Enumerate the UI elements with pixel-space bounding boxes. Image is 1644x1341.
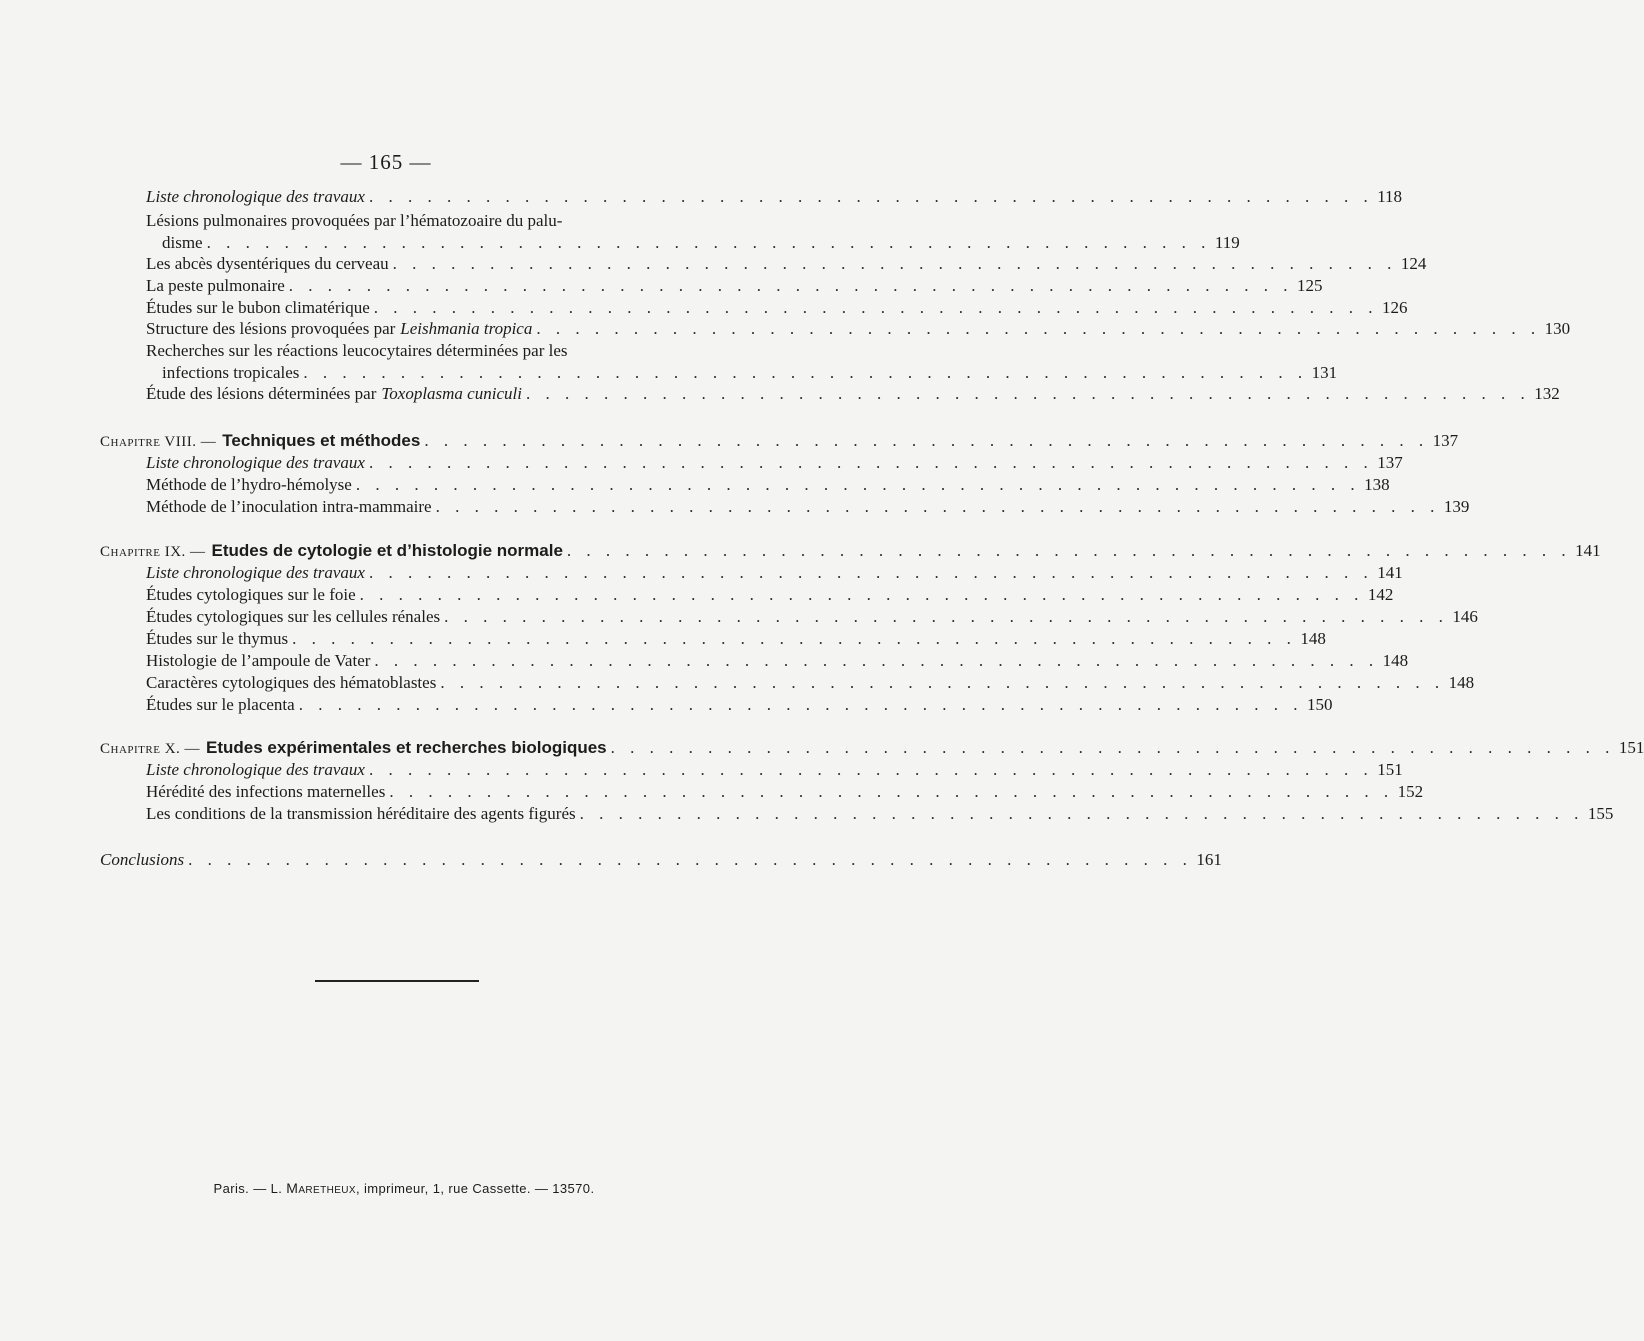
dot-leader: . . . . . . . . . . . . . . . . . . . . . . . . . . . . . . . . . . . . . . . . . . . . . . . . . . . . <box>579 804 1584 823</box>
chapter-title: Etudes expérimentales et recherches biologiques <box>206 738 607 757</box>
chapter-label: Chapitre IX. — <box>100 544 206 560</box>
chapter-label: Chapitre X. — <box>100 741 201 757</box>
page-ref: 155 <box>1587 804 1614 823</box>
page-ref: 142 <box>1367 585 1394 604</box>
page-ref: 126 <box>1382 298 1408 317</box>
toc-line <box>146 759 1403 781</box>
page-ref: 152 <box>1397 782 1424 801</box>
entry-text: Caractères cytologiques des hématoblastes <box>146 673 437 692</box>
page-ref: 151 <box>1377 760 1403 779</box>
page-ref: 148 <box>1448 673 1475 692</box>
chapter-label: Chapitre VIII. — <box>100 434 217 450</box>
toc-line <box>146 318 1571 340</box>
page-ref: 124 <box>1400 254 1427 273</box>
page-ref: 141 <box>1575 541 1601 560</box>
dot-leader: . . . . . . . . . . . . . . . . . . . . . . . . . . . . . . . . . . . . . . . . . . . . . . . . . . . . <box>373 298 1379 317</box>
page-ref: 125 <box>1297 276 1323 295</box>
dot-leader: . . . . . . . . . . . . . . . . . . . . . . . . . . . . . . . . . . . . . . . . . . . . . . . . . . . . <box>359 585 1364 604</box>
entry-text: Études sur le thymus <box>146 629 289 648</box>
page-ref: 119 <box>1214 233 1240 252</box>
toc-line <box>146 275 1323 297</box>
page-ref: 148 <box>1300 629 1326 648</box>
imprint-printer: Maretheux <box>286 1180 356 1196</box>
page-ref: 161 <box>1196 850 1222 869</box>
toc-line <box>146 186 1403 208</box>
dot-leader: . . . . . . . . . . . . . . . . . . . . . . . . . . . . . . . . . . . . . . . . . . . . . . . . . . . . <box>392 254 1397 273</box>
dot-leader: . . . . . . . . . . . . . . . . . . . . . . . . . . . . . . . . . . . . . . . . . . . . . . . . . . . . <box>389 782 1394 801</box>
dot-leader: . . . . . . . . . . . . . . . . . . . . . . . . . . . . . . . . . . . . . . . . . . . . . . . . . . . . <box>288 276 1294 295</box>
toc-line <box>146 803 1614 825</box>
page-number: — 165 — <box>340 150 432 174</box>
dot-leader: . . . . . . . . . . . . . . . . . . . . . . . . . . . . . . . . . . . . . . . . . . . . . . . . . . . . <box>206 233 1211 252</box>
entry-text: Histologie de l’ampoule de Vater <box>146 651 371 670</box>
dot-leader: . . . . . . . . . . . . . . . . . . . . . . . . . . . . . . . . . . . . . . . . . . . . . . . . . . . . <box>424 431 1429 450</box>
page-ref: 137 <box>1377 453 1403 472</box>
dot-leader: . . . . . . . . . . . . . . . . . . . . . . . . . . . . . . . . . . . . . . . . . . . . . . . . . . . . <box>188 850 1193 869</box>
toc-line <box>146 562 1403 584</box>
dot-leader: . . . . . . . . . . . . . . . . . . . . . . . . . . . . . . . . . . . . . . . . . . . . . . . . . . . . <box>525 384 1531 403</box>
toc-line <box>162 362 1338 384</box>
entry-text: Études cytologiques sur le foie <box>146 585 356 604</box>
toc-line <box>146 297 1408 319</box>
dot-leader: . . . . . . . . . . . . . . . . . . . . . . . . . . . . . . . . . . . . . . . . . . . . . . . . . . . . <box>298 695 1303 714</box>
dot-leader: . . . . . . . . . . . . . . . . . . . . . . . . . . . . . . . . . . . . . . . . . . . . . . . . . . . . <box>440 673 1445 692</box>
dot-leader: . . . . . . . . . . . . . . . . . . . . . . . . . . . . . . . . . . . . . . . . . . . . . . . . . . . . <box>610 738 1615 757</box>
dot-leader: . . . . . . . . . . . . . . . . . . . . . . . . . . . . . . . . . . . . . . . . . . . . . . . . . . . . <box>292 629 1297 648</box>
imprint-prefix: Paris. — L. <box>213 1181 283 1196</box>
entry-text: Méthode de l’inoculation intra-mammaire <box>146 497 432 516</box>
entry-text: Études cytologiques sur les cellules rénales <box>146 607 441 626</box>
closing-rule <box>315 980 479 982</box>
toc-line <box>146 340 645 362</box>
toc-line <box>146 584 1394 606</box>
entry-text: Études sur le bubon climatérique <box>146 298 370 317</box>
page-ref: 132 <box>1534 384 1560 403</box>
entry-text: infections tropicales <box>162 363 300 382</box>
entry-text: disme <box>162 233 203 252</box>
entry-text: Liste chronologique des travaux <box>146 187 365 206</box>
entry-text: Liste chronologique des travaux <box>146 563 365 582</box>
chapter-title: Techniques et méthodes <box>222 431 421 450</box>
page-ref: 130 <box>1544 319 1571 338</box>
toc-line <box>146 781 1424 803</box>
entry-text: Recherches sur les réactions leucocytaires déterminées par les <box>146 341 568 360</box>
page-ref: 138 <box>1364 475 1390 494</box>
toc-line <box>162 232 1240 254</box>
toc-line <box>146 650 1409 672</box>
page-ref: 150 <box>1306 695 1333 714</box>
toc-line <box>100 849 1222 871</box>
dot-leader: . . . . . . . . . . . . . . . . . . . . . . . . . . . . . . . . . . . . . . . . . . . . . . . . . . . . <box>536 319 1541 338</box>
chapter-heading <box>100 737 1644 759</box>
imprint-suffix: , imprimeur, 1, rue Cassette. — 13570. <box>355 1181 595 1196</box>
dot-leader: . . . . . . . . . . . . . . . . . . . . . . . . . . . . . . . . . . . . . . . . . . . . . . . . . . . . <box>368 760 1374 779</box>
entry-text: Lésions pulmonaires provoquées par l’hématozoaire du palu- <box>146 211 563 230</box>
dot-leader: . . . . . . . . . . . . . . . . . . . . . . . . . . . . . . . . . . . . . . . . . . . . . . . . . . . . <box>355 475 1361 494</box>
entry-text: Méthode de l’hydro-hémolyse <box>146 475 352 494</box>
toc-line <box>146 496 1470 518</box>
entry-text: Études sur le placenta <box>146 695 295 714</box>
page-ref: 137 <box>1432 431 1459 450</box>
page-ref: 148 <box>1382 651 1409 670</box>
entry-text: Hérédité des infections maternelles <box>146 782 386 801</box>
entry-text: Liste chronologique des travaux <box>146 760 365 779</box>
page-ref: 151 <box>1618 738 1644 757</box>
toc-line <box>146 628 1326 650</box>
dot-leader: . . . . . . . . . . . . . . . . . . . . . . . . . . . . . . . . . . . . . . . . . . . . . . . . . . . . <box>444 607 1449 626</box>
entry-text: Les abcès dysentériques du cerveau <box>146 254 389 273</box>
dot-leader: . . . . . . . . . . . . . . . . . . . . . . . . . . . . . . . . . . . . . . . . . . . . . . . . . . . . <box>435 497 1440 516</box>
toc-line <box>146 474 1390 496</box>
toc-line <box>146 694 1333 716</box>
entry-text: Structure des lésions provoquées par <box>146 319 396 338</box>
conclusions-text: Conclusions <box>100 850 185 869</box>
toc-line <box>146 383 1560 405</box>
entry-text: La peste pulmonaire <box>146 276 285 295</box>
dot-leader: . . . . . . . . . . . . . . . . . . . . . . . . . . . . . . . . . . . . . . . . . . . . . . . . . . . . <box>566 541 1572 560</box>
toc-line <box>146 606 1478 628</box>
entry-text: Liste chronologique des travaux <box>146 453 365 472</box>
chapter-heading <box>100 540 1601 562</box>
page-ref: 118 <box>1377 187 1403 206</box>
chapter-heading <box>100 430 1459 452</box>
entry-text: Les conditions de la transmission héréditaire des agents figurés <box>146 804 576 823</box>
entry-italic-text: Toxoplasma cuniculi <box>381 384 522 403</box>
imprint <box>0 1180 808 1196</box>
page-ref: 146 <box>1452 607 1478 626</box>
toc-line <box>146 452 1403 474</box>
page-ref: 131 <box>1311 363 1338 382</box>
dot-leader: . . . . . . . . . . . . . . . . . . . . . . . . . . . . . . . . . . . . . . . . . . . . . . . . . . . . <box>368 563 1374 582</box>
dot-leader: . . . . . . . . . . . . . . . . . . . . . . . . . . . . . . . . . . . . . . . . . . . . . . . . . . . . <box>368 187 1374 206</box>
dot-leader: . . . . . . . . . . . . . . . . . . . . . . . . . . . . . . . . . . . . . . . . . . . . . . . . . . . . <box>303 363 1308 382</box>
toc-line <box>146 210 645 232</box>
entry-text: Étude des lésions déterminées par <box>146 384 377 403</box>
toc-line <box>146 253 1427 275</box>
entry-italic-text: Leishmania tropica <box>400 319 533 338</box>
dot-leader: . . . . . . . . . . . . . . . . . . . . . . . . . . . . . . . . . . . . . . . . . . . . . . . . . . . . <box>368 453 1374 472</box>
chapter-title: Etudes de cytologie et d’histologie normale <box>211 541 563 560</box>
page-ref: 141 <box>1377 563 1403 582</box>
dot-leader: . . . . . . . . . . . . . . . . . . . . . . . . . . . . . . . . . . . . . . . . . . . . . . . . . . . . <box>374 651 1379 670</box>
page-ref: 139 <box>1443 497 1470 516</box>
toc-line <box>146 672 1475 694</box>
